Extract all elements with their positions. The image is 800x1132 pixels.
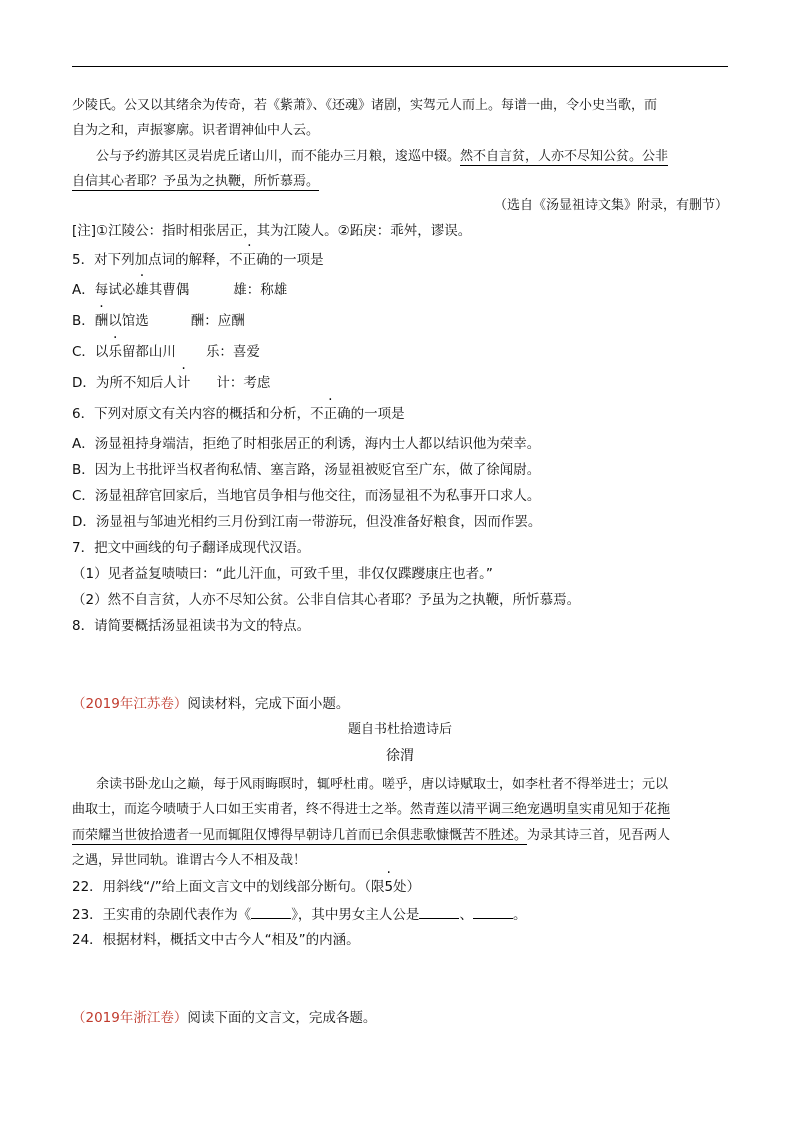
exam-tag: （2019年浙江卷） (72, 1010, 188, 1026)
option-5-b: B．酬以馆选 酬：应酬 (72, 313, 245, 329)
question-7-item-1: （1）见者益复啧啧曰：“此儿汗血，可致千里，非仅仅蹀躞康庄也者。” (72, 566, 493, 582)
answer-blank[interactable] (473, 904, 513, 919)
header-rule (72, 66, 728, 67)
option-6-a: A．汤显祖持身端洁，拒绝了时相张居正的利诱，海内士人都以结识他为荣幸。 (72, 436, 541, 452)
underlined-sentence: 自信其心者耶？予虽为之执鞭，所忻慕焉。 (72, 174, 320, 189)
question-24: 24．根据材料，概括文中古今人“相及”的内涵。 (72, 932, 360, 948)
passage-line: 自为之和，声振寥廓。识者谓神仙中人云。 (72, 123, 320, 138)
source-citation: （选自《汤显祖诗文集》附录，有删节） (493, 198, 728, 213)
question-7: 7．把文中画线的句子翻译成现代汉语。 (72, 540, 311, 556)
passage-line (72, 172, 319, 192)
option-6-d: D．汤显祖与邹迪光相约三月份到江南一带游玩，但没准备好粮食，因而作罢。 (72, 514, 542, 530)
answer-blank[interactable] (419, 904, 459, 919)
poem-essay-title: 题自书杜拾遗诗后 (347, 722, 452, 737)
option-6-b: B．因为上书批评当权者徇私情、塞言路，汤显祖被贬官至广东，做了徐闻尉。 (72, 462, 541, 478)
question-8: 8．请简要概括汤显祖读书为文的特点。 (72, 618, 311, 634)
passage-line: 之遇，异世同轨。谁谓古今人不相及哉！ (72, 853, 307, 868)
section-intro-zhejiang: （2019年浙江卷）阅读下面的文言文，完成各题。 (72, 1010, 377, 1026)
emphasis-not-correct: 不正确 (310, 406, 351, 422)
underlined-sentence: 然不自言贫，人亦不尽知公贫。公非 (460, 149, 669, 164)
passage-line: 而荣耀当世彼拾遗者一见而辄阻仅博得早朝诗几首而已余俱悲歌慷慨苦不胜述。为录其诗三首，见吾两人 (72, 828, 671, 843)
passage-line: 余读书卧龙山之巅，每于风雨晦暝时，辄呼杜甫。嗟乎，唐以诗赋取士，如李杜者不得举进士；元以 (96, 777, 669, 792)
underlined-sentence: 而荣耀当世彼拾遗者一见而辄阻仅博得早朝诗几首而已余俱悲歌慷慨苦不胜述。 (72, 828, 528, 843)
option-6-c: C．汤显祖辞官回家后，当地官员争相与他交往，而汤显祖不为私事开口求人。 (72, 488, 541, 504)
answer-blank[interactable] (251, 904, 291, 919)
option-5-c: C．以乐留都山川 乐：喜爱 (72, 344, 260, 360)
question-7-item-2: （2）然不自言贫，人亦不尽知公贫。公非自信其心者耶？予虽为之执鞭，所忻慕焉。 (72, 592, 581, 608)
underlined-sentence: 然青莲以清平调三绝宠遇明皇实甫见知于花拖 (410, 802, 671, 817)
section-intro-jiangsu: （2019年江苏卷）阅读材料，完成下面小题。 (72, 696, 350, 712)
emphasis-limit: · 限5处 (371, 877, 407, 897)
option-5-a: A．每试必雄其曹偶 雄：称雄 (72, 282, 288, 298)
question-6: 6．下列对原文有关内容的概括和分析，不正确的一项是 (72, 406, 405, 422)
option-5-d: D．为所不知后人计 计：考虑 (72, 375, 271, 391)
passage-line: 曲取士，而迄今啧啧于人口如王实甫者，终不得进士之举。然青莲以清平调三绝宠遇明皇实甫见知于花拖 (72, 802, 671, 817)
footnote: [注]①江陵公：指时相张居正，其为江陵人。②跖戾：乖舛，谬误。 (72, 223, 472, 239)
question-23: 23．王实甫的杂剧代表作为《 》，其中男女主人公是 、 。 (72, 904, 526, 925)
exam-tag: （2019年江苏卷） (72, 696, 188, 712)
question-5: 5．对下列加点词的解释，不正确的一项是 (72, 252, 324, 268)
emphasis-not-correct: 不正确 (229, 252, 270, 268)
author-name: 徐渭 (386, 748, 414, 764)
passage-line: 少陵氏。公又以其绪余为传奇，若《紫萧》、《还魂》诸剧，实驾元人而上。每谱一曲，令小史当歌，而 (72, 98, 658, 113)
question-22: 22．用斜线“/”给上面文言文中的划线部分断句。（· 限5处） (72, 877, 420, 897)
passage-line: 公与予约游其区灵岩虎丘诸山川，而不能办三月粮，逡巡中辍。然不自言贫，人亦不尽知公贫。公非 (96, 149, 669, 164)
